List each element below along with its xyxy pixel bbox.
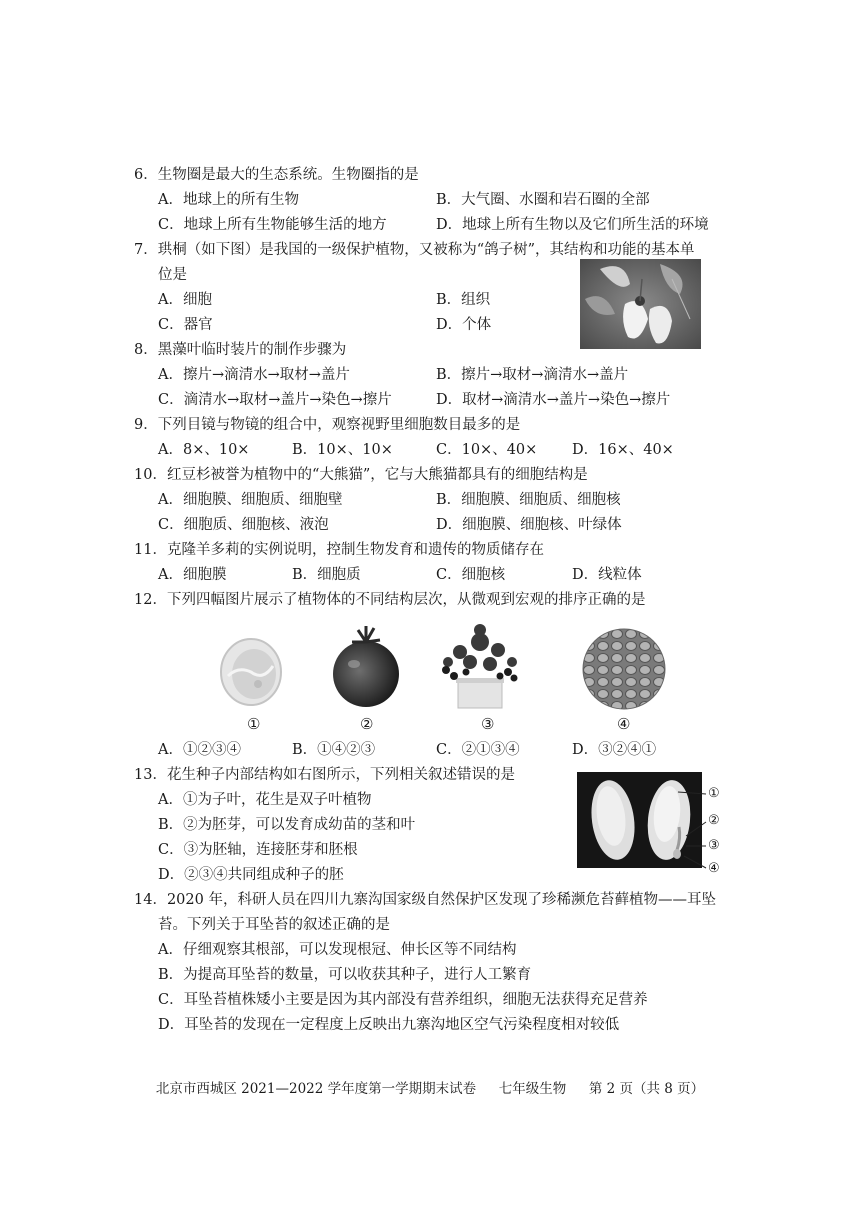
q11-option-c: C．细胞核: [436, 567, 506, 583]
footer-page-number: 第 2 页（共 8 页）: [588, 1081, 705, 1097]
q9-option-b: B．10×、10×: [292, 442, 393, 458]
q13-stem: 13．花生种子内部结构如右图所示，下列相关叙述错误的是: [134, 767, 515, 783]
q8-option-c: C．滴清水→取材→盖片→染色→擦片: [158, 392, 392, 408]
cell-photo: [218, 636, 284, 708]
q7-stem-line2: 位是: [158, 267, 187, 283]
q14-stem-line2: 苔。下列关于耳坠苔的叙述正确的是: [158, 917, 390, 933]
footer-subject: 七年级生物: [498, 1081, 567, 1097]
q12-option-a: A．①②③④: [158, 742, 241, 758]
q13-option-b: B．②为胚芽，可以发育成幼苗的茎和叶: [158, 817, 416, 833]
q7-option-a: A．细胞: [158, 292, 212, 308]
q13-option-a: A．①为子叶，花生是双子叶植物: [158, 792, 372, 808]
q6-option-b: B．大气圈、水圈和岩石圈的全部: [436, 192, 650, 208]
q12-option-d: D．③②④①: [572, 742, 657, 758]
q12-option-c: C．②①③④: [436, 742, 520, 758]
q10-option-c: C．细胞质、细胞核、液泡: [158, 517, 329, 533]
q8-option-a: A．擦片→滴清水→取材→盖片: [158, 367, 350, 383]
q6-option-a: A．地球上的所有生物: [158, 192, 299, 208]
q12-caption-3: ③: [481, 715, 495, 733]
peanut-label-4: ④: [708, 861, 720, 876]
q6-option-d: D．地球上所有生物以及它们所生活的环境: [436, 217, 709, 233]
q10-option-b: B．细胞膜、细胞质、细胞核: [436, 492, 621, 508]
q9-option-d: D．16×、40×: [572, 442, 674, 458]
q11-option-a: A．细胞膜: [158, 567, 227, 583]
tomato-plant-photo: [438, 622, 522, 710]
q10-option-a: A．细胞膜、细胞质、细胞壁: [158, 492, 343, 508]
q7-stem-line1: 7．珙桐（如下图）是我国的一级保护植物，又被称为“鸽子树”，其结构和功能的基本单: [134, 242, 695, 258]
tomato-fruit-photo: [328, 622, 404, 708]
q12-caption-2: ②: [360, 715, 374, 733]
q14-stem-line1: 14．2020 年，科研人员在四川九寨沟国家级自然保护区发现了珍稀濒危苔藓植物——耳坠: [134, 892, 716, 908]
peanut-label-3: ③: [708, 838, 720, 853]
peanut-leader-lines: [660, 772, 710, 882]
q9-option-a: A．8×、10×: [158, 442, 250, 458]
tissue-cells-photo: [582, 628, 666, 710]
q9-option-c: C．10×、40×: [436, 442, 538, 458]
q8-option-d: D．取材→滴清水→盖片→染色→擦片: [436, 392, 671, 408]
q13-option-c: C．③为胚轴，连接胚芽和胚根: [158, 842, 358, 858]
q14-option-c: C．耳坠苔植株矮小主要是因为其内部没有营养组织，细胞无法获得充足营养: [158, 992, 648, 1008]
page-footer: [0, 1077, 860, 1097]
q14-option-d: D．耳坠苔的发现在一定程度上反映出九寨沟地区空气污染程度相对较低: [158, 1017, 620, 1033]
q10-stem: 10．红豆杉被誉为植物中的“大熊猫”，它与大熊猫都具有的细胞结构是: [134, 467, 588, 483]
peanut-label-1: ①: [708, 786, 720, 801]
q14-option-b: B．为提高耳坠苔的数量，可以收获其种子，进行人工繁育: [158, 967, 532, 983]
dove-tree-photo: [580, 259, 701, 349]
q7-option-b: B．组织: [436, 292, 491, 308]
peanut-label-2: ②: [708, 813, 720, 828]
q12-caption-4: ④: [617, 715, 631, 733]
footer-exam-title: 北京市西城区 2021—2022 学年度第一学期期末试卷: [155, 1081, 477, 1097]
q8-option-b: B．擦片→取材→滴清水→盖片: [436, 367, 629, 383]
q12-stem: 12．下列四幅图片展示了植物体的不同结构层次，从微观到宏观的排序正确的是: [134, 592, 646, 608]
q14-option-a: A．仔细观察其根部，可以发现根冠、伸长区等不同结构: [158, 942, 517, 958]
q8-stem: 8．黑藻叶临时装片的制作步骤为: [134, 342, 347, 358]
q10-option-d: D．细胞膜、细胞核、叶绿体: [436, 517, 622, 533]
q6-option-c: C．地球上所有生物能够生活的地方: [158, 217, 387, 233]
q13-option-d: D．②③④共同组成种子的胚: [158, 867, 344, 883]
q11-stem: 11．克隆羊多莉的实例说明，控制生物发育和遗传的物质储存在: [134, 542, 544, 558]
q12-option-b: B．①④②③: [292, 742, 376, 758]
q12-caption-1: ①: [247, 715, 261, 733]
q9-stem: 9．下列目镜与物镜的组合中，观察视野里细胞数目最多的是: [134, 417, 521, 433]
q11-option-b: B．细胞质: [292, 567, 361, 583]
q7-option-d: D．个体: [436, 317, 492, 333]
q7-option-c: C．器官: [158, 317, 213, 333]
q11-option-d: D．线粒体: [572, 567, 642, 583]
q6-stem: 6．生物圈是最大的生态系统。生物圈指的是: [134, 167, 419, 183]
